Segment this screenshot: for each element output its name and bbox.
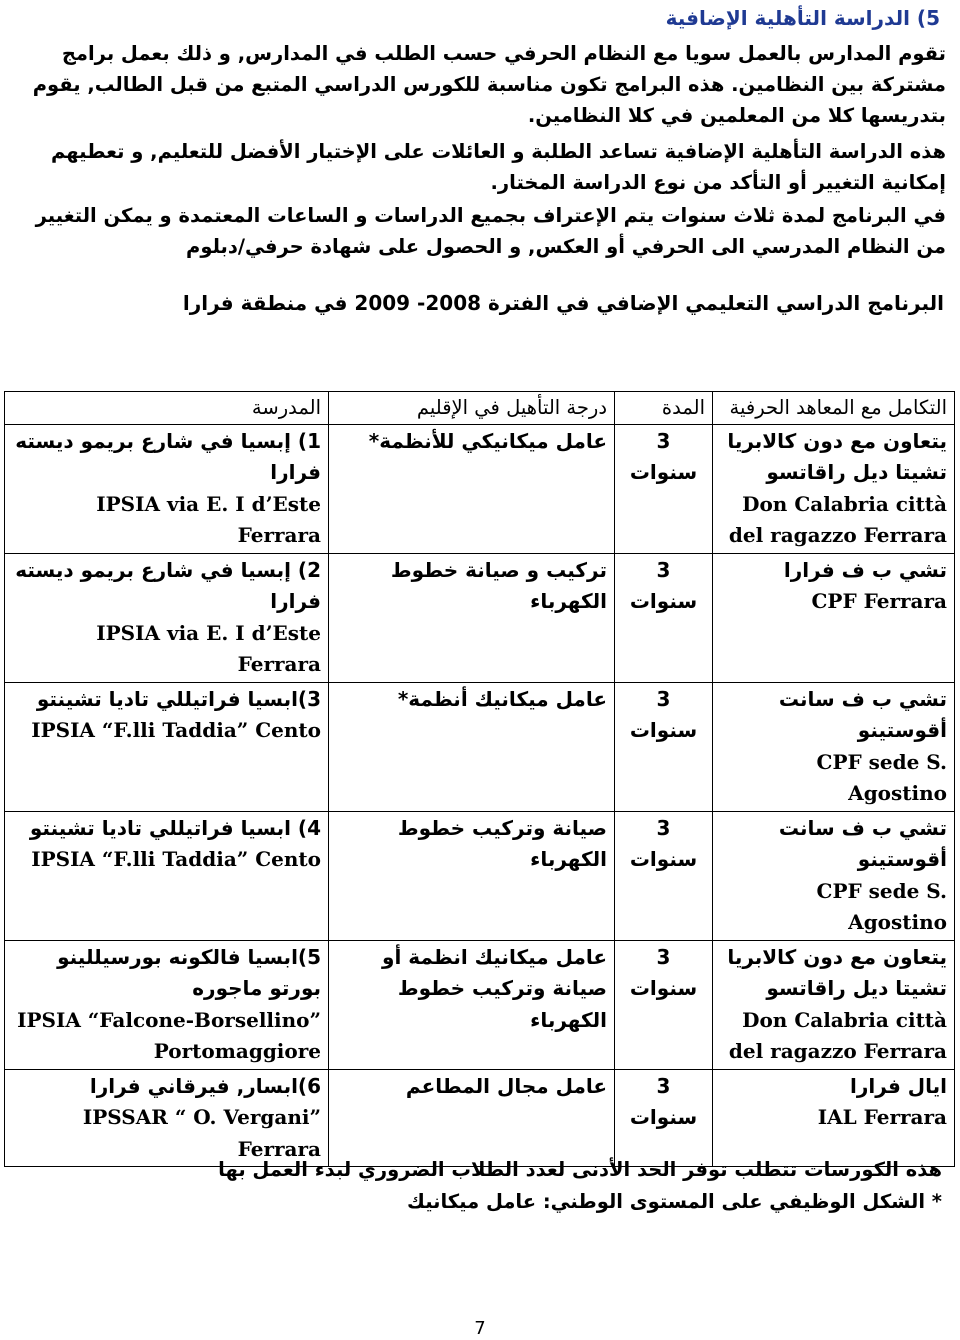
duration-cell xyxy=(615,1069,713,1167)
programs-table xyxy=(4,391,955,1167)
intro-paragraph-3: في البرنامج لمدة ثلاث سنوات يتم الإعتراف بجميع الدراسات و الساعات المعتمدة و يمكن التغيير من النظام المدرسي الى الحرفي أو العكس, و الحصول على شهادة حرفي/دبلوم xyxy=(35,204,946,258)
table-row xyxy=(5,1069,955,1167)
duration-cell xyxy=(615,424,713,553)
institute-cell xyxy=(713,1069,955,1167)
qualification-text: تركيب و صيانة خطوط الكهرباء xyxy=(390,557,607,613)
qualification-cell xyxy=(329,1069,615,1167)
table-row xyxy=(5,553,955,682)
header-school: المدرسة xyxy=(5,392,329,425)
school-cell xyxy=(5,1069,329,1167)
table-row xyxy=(5,940,955,1069)
footnote-min-students: هذه الكورسات تتطلب توفر الحد الأدنى لعدد الطلاب الضروري لبدء العمل بها xyxy=(218,1158,942,1181)
school-name-latin: IPSSAR “ O. Vergani” Ferrara xyxy=(82,1105,321,1161)
school-name-ar: 1) إبسيا في شارع بريمو ديسته فرارا xyxy=(15,428,321,484)
institute-cell xyxy=(713,553,955,682)
qualification-cell xyxy=(329,682,615,811)
qualification-cell xyxy=(329,811,615,940)
school-name-ar: 4) ابسيا فراتيللي تاديا تشينتو xyxy=(29,815,321,840)
duration-number: 3 xyxy=(656,944,671,969)
institute-name-latin: Don Calabria città del ragazzo Ferrara xyxy=(728,1007,947,1063)
duration-unit: سنوات xyxy=(629,718,698,742)
institute-name-ar: تشي ب ف سانت أقوستينو xyxy=(778,686,947,742)
table-title: البرنامج الدراسي التعليمي الإضافي في الفترة 2008- 2009 في منطقة فرارا xyxy=(182,291,944,315)
duration-number: 3 xyxy=(656,815,671,840)
duration-unit: سنوات xyxy=(629,847,698,871)
institute-name-ar: يتعاون مع دون كالابريا تشيتا ديل راقاتسو xyxy=(727,428,947,484)
duration-number: 3 xyxy=(656,1073,671,1098)
school-name-latin: IPSIA “F.lli Taddia” Cento xyxy=(31,847,321,871)
institute-name-ar: ايال فرارا xyxy=(850,1073,947,1098)
qualification-text: عامل ميكانيك انظمة أو صيانة وتركيب خطوط الكهرباء xyxy=(382,944,607,1032)
header-institute: التكامل مع المعاهد الحرفية xyxy=(713,392,955,425)
intro-paragraph-2: هذه الدراسة التأهلية الإضافية تساعد الطلبة و العائلات على الإختيار الأفضل للتعليم, و تعطيهم إمكانية التغيير أو التأكد من نوع الدراسة المختار. xyxy=(51,140,946,194)
duration-number: 3 xyxy=(656,428,671,453)
institute-name-ar: تشي ب ف سانت أقوستينو xyxy=(778,815,947,871)
school-cell xyxy=(5,424,329,553)
qualification-cell xyxy=(329,553,615,682)
duration-cell xyxy=(615,553,713,682)
qualification-text: صيانة وتركيب خطوط الكهرباء xyxy=(397,815,607,871)
qualification-text: عامل ميكانيك أنظمة* xyxy=(397,686,607,711)
duration-unit: سنوات xyxy=(629,976,698,1000)
table-row xyxy=(5,424,955,553)
school-name-ar: 6)ابسار, فيرقاني فرارا xyxy=(89,1073,321,1098)
institute-cell xyxy=(713,682,955,811)
institute-name-latin: CPF sede S. Agostino xyxy=(816,878,947,934)
qualification-text: عامل مجال المطاعم xyxy=(405,1073,607,1098)
header-duration: المدة xyxy=(615,392,713,425)
school-name-latin: IPSIA via E. I d’Este Ferrara xyxy=(96,491,321,547)
institute-name-latin: CPF Ferrara xyxy=(811,589,947,613)
qualification-text: عامل ميكانيكي للأنظمة* xyxy=(368,428,607,453)
school-name-ar: 3)ابسيا فراتيللي تاديا تشينتو xyxy=(36,686,321,711)
school-cell xyxy=(5,682,329,811)
school-name-latin: IPSIA “F.lli Taddia” Cento xyxy=(31,718,321,742)
page-number: 7 xyxy=(474,1318,486,1339)
institute-cell xyxy=(713,424,955,553)
duration-number: 3 xyxy=(656,686,671,711)
qualification-cell xyxy=(329,424,615,553)
institute-name-latin: CPF sede S. Agostino xyxy=(816,749,947,805)
school-name-latin: IPSIA via E. I d’Este Ferrara xyxy=(96,620,321,676)
duration-cell xyxy=(615,682,713,811)
school-name-latin: IPSIA “Falcone-Borsellino” Portomaggiore xyxy=(17,1007,321,1063)
duration-unit: سنوات xyxy=(629,460,698,484)
institute-name-ar: يتعاون مع دون كالابريا تشيتا ديل راقاتسو xyxy=(727,944,947,1000)
institute-name-ar: تشي ب ف فرارا xyxy=(783,557,947,582)
intro-paragraph-1: تقوم المدارس بالعمل سويا مع النظام الحرفي حسب الطلب في المدارس, و ذلك بعمل برامج مشتركة بين النظامين. هذه البرامج تكون مناسبة للكورس الدراسي المتبع من قبل الطالب, يقوم بتدريسها كلا من المعلمين في كلا النظامين. xyxy=(32,42,946,127)
school-cell xyxy=(5,553,329,682)
qualification-cell xyxy=(329,940,615,1069)
footnote-national-profile: * الشكل الوظيفي على المستوى الوطني: عامل ميكانيك xyxy=(407,1190,942,1213)
duration-cell xyxy=(615,940,713,1069)
header-qualification: درجة التأهيل في الإقليم xyxy=(329,392,615,425)
duration-number: 3 xyxy=(656,557,671,582)
institute-cell xyxy=(713,811,955,940)
duration-unit: سنوات xyxy=(629,1105,698,1129)
table-row xyxy=(5,811,955,940)
institute-cell xyxy=(713,940,955,1069)
section-heading: 5) الدراسة التأهلية الإضافية xyxy=(665,6,940,30)
table-row xyxy=(5,682,955,811)
table-header-row xyxy=(5,392,955,425)
school-cell xyxy=(5,940,329,1069)
school-name-ar: 5)ابسيا فالكونه بورسيللينو بورتو ماجوره xyxy=(57,944,321,1000)
institute-name-latin: Don Calabria città del ragazzo Ferrara xyxy=(728,491,947,547)
school-name-ar: 2) إبسيا في شارع بريمو ديسته فرارا xyxy=(15,557,321,613)
duration-unit: سنوات xyxy=(629,589,698,613)
duration-cell xyxy=(615,811,713,940)
school-cell xyxy=(5,811,329,940)
institute-name-latin: IAL Ferrara xyxy=(817,1105,947,1129)
